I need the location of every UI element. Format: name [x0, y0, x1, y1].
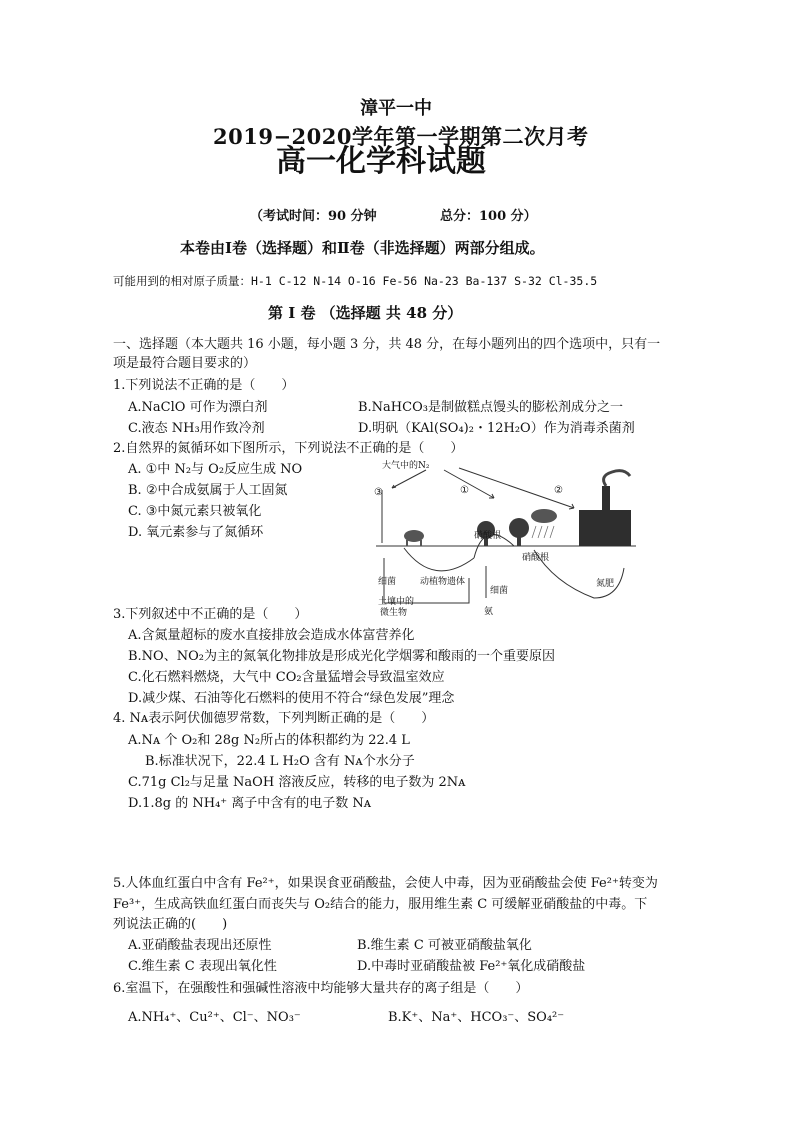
circle-3: ③	[374, 487, 383, 498]
n2-label: 大气中的N₂	[382, 461, 430, 471]
q4-option-c: C.71g Cl₂与足量 NaOH 溶液反应，转移的电子数为 2Nᴀ	[128, 775, 466, 790]
nitrogen-cycle-diagram	[374, 458, 642, 618]
bacteria-label-2: 细菌	[490, 586, 509, 596]
microbe-label: 土壤中的	[378, 597, 415, 607]
nitrate-label-2: 硝酸根	[522, 553, 550, 563]
q6-option-a: A.NH₄⁺、Cu²⁺、Cl⁻、NO₃⁻	[128, 1010, 301, 1025]
q4-option-b: B.标准状况下，22.4 L H₂O 含有 Nᴀ个水分子	[145, 754, 415, 769]
section-title: 第 Ⅰ 卷 （选择题 共 48 分）	[268, 304, 463, 322]
fertilizer-label: 氮肥	[596, 579, 615, 589]
section-instruction-2: 项是最符合题目要求的）	[113, 356, 257, 371]
q2-option-b: B. ②中合成氨属于人工固氮	[128, 483, 288, 498]
total-score: 总分：100 分）	[440, 209, 537, 224]
remains-label: 动植物遗体	[420, 577, 466, 587]
q3-option-a: A.含氮量超标的废水直接排放会造成水体富营养化	[128, 628, 415, 643]
q4-option-a: A.Nᴀ 个 O₂和 28g N₂所占的体积都约为 22.4 L	[128, 733, 410, 748]
q6-option-b: B.K⁺、Na⁺、HCO₃⁻、SO₄²⁻	[388, 1010, 565, 1025]
question-3-stem: 3.下列叙述中不正确的是（ ）	[113, 607, 308, 622]
circle-2: ②	[554, 485, 563, 496]
bacteria-label: 细菌	[378, 577, 397, 587]
question-6-stem: 6.室温下，在强酸性和强碱性溶液中均能够大量共存的离子组是（ ）	[113, 981, 529, 996]
q2-option-a: A. ①中 N₂与 O₂反应生成 NO	[128, 462, 303, 477]
school-name: 漳平一中	[360, 98, 432, 119]
section-instruction: 一、选择题（本大题共 16 小题，每小题 3 分，共 48 分，在每小题列出的四个选项中，只有一	[113, 337, 661, 352]
q5-option-c: C.维生素 C 表现出氧化性	[128, 959, 277, 974]
q2-option-c: C. ③中氮元素只被氧化	[128, 504, 262, 519]
question-5-line-3: 列说法正确的( )	[113, 917, 228, 932]
q5-option-b: B.维生素 C 可被亚硝酸盐氧化	[357, 938, 532, 953]
exam-time: （考试时间：90 分钟	[250, 209, 377, 224]
subject-title: 高一化学科试题	[276, 144, 486, 179]
paper-structure: 本卷由Ⅰ卷（选择题）和Ⅱ卷（非选择题）两部分组成。	[180, 239, 545, 257]
q3-option-d: D.减少煤、石油等化石燃料的使用不符合“绿色发展”理念	[128, 691, 455, 706]
ammonia-label: 氨	[484, 607, 494, 617]
q2-option-d: D. 氧元素参与了氮循环	[128, 525, 264, 540]
q1-option-a: A.NaClO 可作为漂白剂	[128, 400, 268, 415]
question-4-stem: 4. Nᴀ表示阿伏伽德罗常数，下列判断正确的是（ ）	[113, 711, 435, 726]
q5-option-d: D.中毒时亚硝酸盐被 Fe²⁺氧化成硝酸盐	[357, 959, 586, 974]
microbe-label-2: 微生物	[380, 608, 408, 618]
question-1-stem: 1.下列说法不正确的是（ ）	[113, 378, 295, 393]
atomic-masses: 可能用到的相对原子质量：H-1 C-12 N-14 O-16 Fe-56 Na-23 Ba-137 S-32 Cl-35.5	[113, 274, 598, 288]
question-5-line-2: Fe³⁺，生成高铁血红蛋白而丧失与 O₂结合的能力，服用维生素 C 可缓解亚硝酸盐的中毒。下	[113, 897, 648, 912]
question-2-stem: 2.自然界的氮循环如下图所示，下列说法不正确的是（ ）	[113, 441, 464, 456]
circle-1: ①	[460, 485, 469, 496]
q1-option-b: B.NaHCO₃是制做糕点馒头的膨松剂成分之一	[358, 400, 623, 415]
q4-option-d: D.1.8g 的 NH₄⁺ 离子中含有的电子数 Nᴀ	[128, 796, 372, 811]
q1-option-d: D.明矾（KAl(SO₄)₂・12H₂O）作为消毒杀菌剂	[358, 421, 635, 436]
nitrate-label: 硝酸根	[474, 531, 502, 541]
exam-title: 2019−2020学年第一学期第二次月考	[213, 124, 589, 149]
question-5-line-1: 5.人体血红蛋白中含有 Fe²⁺，如果误食亚硝酸盐，会使人中毒，因为亚硝酸盐会使 Fe²⁺转变为	[113, 876, 658, 891]
q1-option-c: C.液态 NH₃用作致冷剂	[128, 421, 265, 436]
q5-option-a: A.亚硝酸盐表现出还原性	[128, 938, 272, 953]
q3-option-b: B.NO、NO₂为主的氮氧化物排放是形成光化学烟雾和酸雨的一个重要原因	[128, 649, 555, 664]
q3-option-c: C.化石燃料燃烧，大气中 CO₂含量猛增会导致温室效应	[128, 670, 445, 685]
